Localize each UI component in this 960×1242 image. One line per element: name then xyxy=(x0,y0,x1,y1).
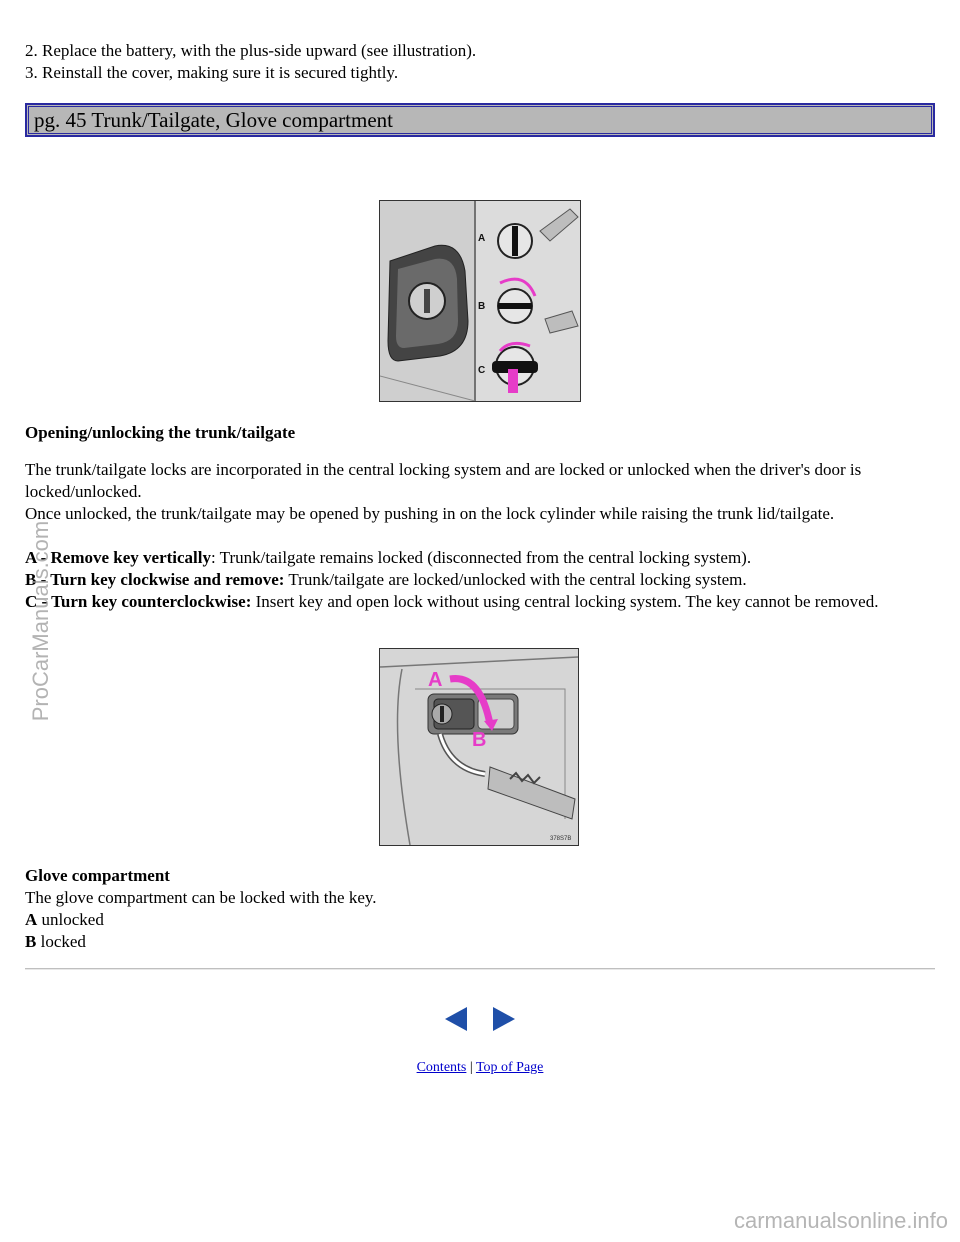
trunk-lock-drawing xyxy=(380,201,580,401)
glove-compartment-illustration xyxy=(379,648,579,846)
figure1-label-a: A xyxy=(478,233,486,244)
trunk-lock-illustration xyxy=(379,200,581,402)
section-title-bar xyxy=(25,103,935,137)
side-watermark: ProCarManuals.com xyxy=(28,520,53,722)
trunk-item-b-text: Trunk/tailgate are locked/unlocked with the central locking system. xyxy=(284,570,747,589)
horizontal-divider xyxy=(25,968,935,970)
trunk-section xyxy=(25,422,937,613)
next-page-button[interactable] xyxy=(491,1006,517,1032)
page-navigation xyxy=(443,1006,518,1032)
trunk-item-a-text: : Trunk/tailgate remains locked (disconnected from the central locking system). xyxy=(211,548,752,567)
glove-item-a-text: unlocked xyxy=(37,910,104,929)
trunk-item-c xyxy=(25,591,937,613)
top-of-page-link[interactable]: Top of Page xyxy=(475,1060,544,1075)
glove-text: The glove compartment can be locked with the key. xyxy=(25,888,377,907)
section-title: pg. 45 Trunk/Tailgate, Glove compartment xyxy=(28,106,932,134)
glove-item-b-label: B xyxy=(25,932,37,951)
footer-links xyxy=(0,1057,960,1079)
glove-item-b-text: locked xyxy=(36,932,86,951)
figure1-label-b: B xyxy=(478,301,486,312)
glove-heading: Glove compartment xyxy=(25,866,170,885)
glove-section xyxy=(25,865,937,953)
trunk-item-b xyxy=(25,569,937,591)
trunk-heading: Opening/unlocking the trunk/tailgate xyxy=(25,423,296,442)
intro-line-2: 2. Replace the battery, with the plus-side upward (see illustration). xyxy=(25,41,477,60)
contents-link[interactable]: Contents xyxy=(416,1060,467,1075)
previous-page-button[interactable] xyxy=(443,1006,469,1032)
intro-line-3: 3. Reinstall the cover, making sure it is secured tightly. xyxy=(25,63,399,82)
figure2-label-b: B xyxy=(472,729,487,751)
intro xyxy=(25,40,937,84)
figure2-code: 378S7B xyxy=(550,836,572,842)
glove-compartment-drawing xyxy=(380,649,578,845)
figure1-label-c: C xyxy=(478,365,486,376)
trunk-item-c-text: Insert key and open lock without using central locking system. The key cannot be removed. xyxy=(251,592,879,611)
trunk-item-c-label: C - Turn key counterclockwise: xyxy=(25,592,252,611)
trunk-paragraph-1: The trunk/tailgate locks are incorporated in the central locking system and are locked or unlocked when the driver's door is locked/unlocked. xyxy=(25,460,862,501)
trunk-item-a xyxy=(25,547,937,569)
trunk-item-a-label: A - Remove key vertically xyxy=(25,548,211,567)
glove-item-b xyxy=(25,931,937,953)
triangle-right-icon xyxy=(493,1007,515,1031)
trunk-item-b-label: B - Turn key clockwise and remove: xyxy=(25,570,285,589)
link-separator: | xyxy=(469,1060,473,1075)
triangle-left-icon xyxy=(445,1007,467,1031)
glove-item-a xyxy=(25,909,937,931)
trunk-paragraph-2: Once unlocked, the trunk/tailgate may be opened by pushing in on the lock cylinder while raising the trunk lid/tailgate. xyxy=(25,504,835,523)
footer-watermark: carmanualsonline.info xyxy=(733,1208,948,1233)
figure2-label-a: A xyxy=(428,669,443,691)
glove-item-a-label: A xyxy=(25,910,38,929)
